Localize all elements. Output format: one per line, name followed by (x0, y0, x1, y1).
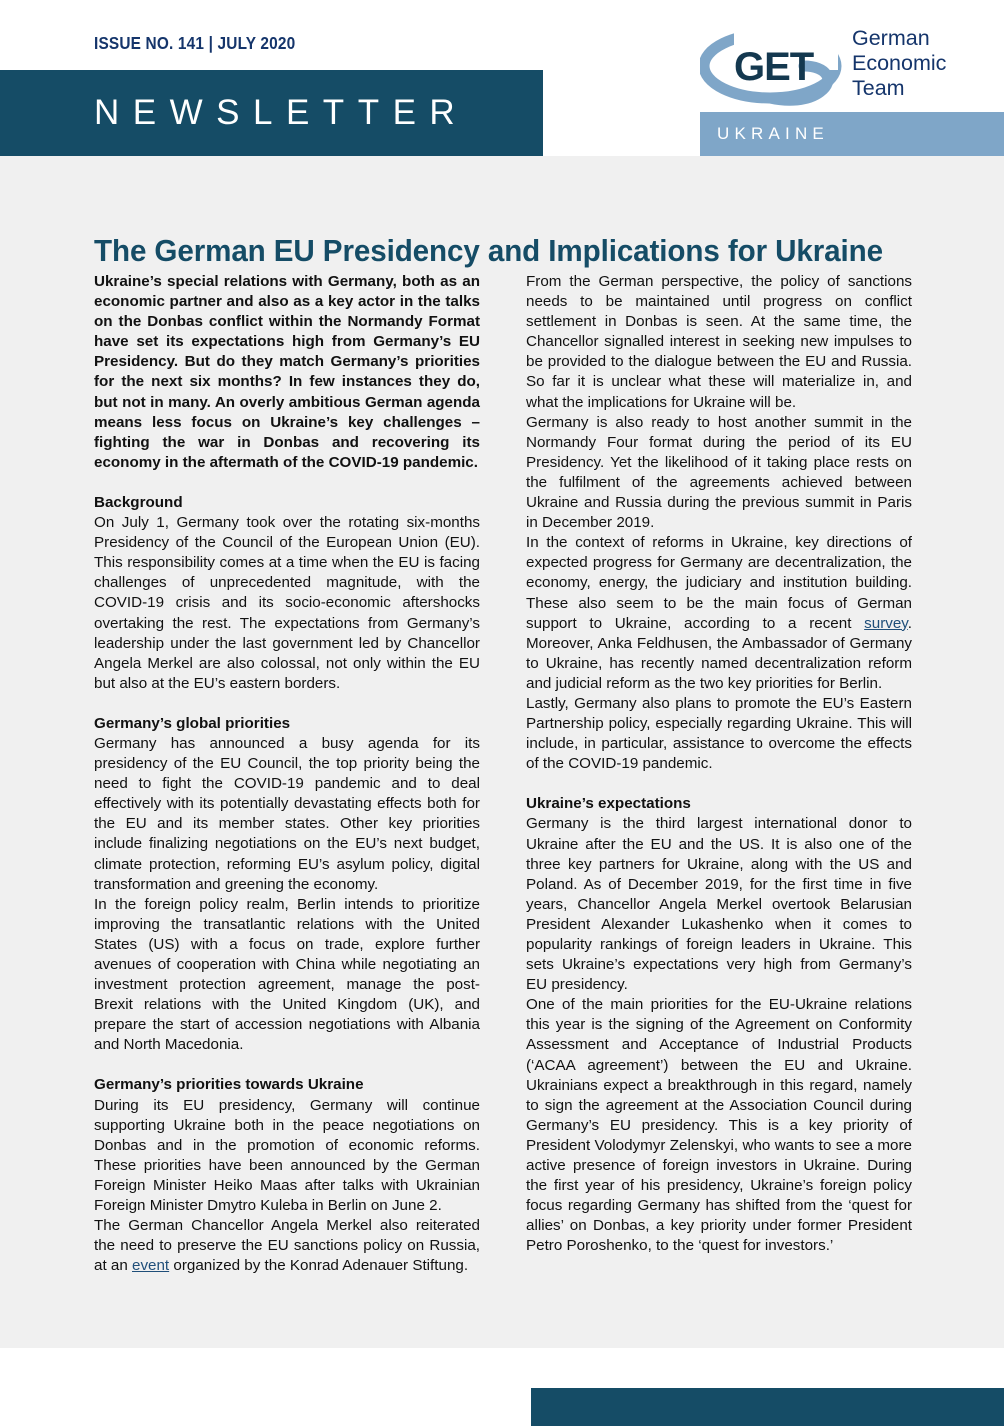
logo-line-1: German (852, 26, 930, 50)
paragraph-global-priorities-1: Germany has announced a busy agenda for its presidency of the EU Council, the top priority being the need to fight the COVID-19 pandemic and to deal effectively with its potentially devastating effects both for the EU and its member states. Other key priorities include finalizing negotiations on the EU’s next budget, climate protection, reforming EU’s asylum policy, digital transformation and greening the economy. (94, 734, 480, 893)
paragraph-sanctions-1: From the German perspective, the policy of sanctions needs to be maintained until progress on conflict settlement in Donbas is seen. At the same time, the Chancellor signalled interest in seeking new impulses to be provided to the dialogue between the EU and Russia. So far it is unclear what these will materialize in, and what the implications for Ukraine will be. (526, 273, 912, 411)
paragraph-text-after-survey-link: . Moreover, Anka Feldhusen, the Ambassador of Germany to Ukraine, has recently named decentralization reform and judicial reform as the two key priorities for Berlin. (526, 614, 912, 692)
heading-priorities-towards-ukraine: Germany’s priorities towards Ukraine (94, 1076, 364, 1094)
get-logo-mark-icon (700, 22, 848, 118)
paragraph-text-before-survey-link: In the context of reforms in Ukraine, key directions of expected progress for Germany are decentralization, the economy, energy, the judiciary and institution building. These also seem to be the main focus of German support to Ukraine, according to a recent (526, 534, 912, 632)
column-right (526, 272, 912, 1276)
page-footer (0, 1348, 1004, 1426)
page-header (0, 0, 1004, 156)
country-banner-label: UKRAINE (717, 124, 829, 143)
page-title: The German EU Presidency and Implications for Ukraine (94, 234, 883, 269)
spacer (94, 694, 480, 714)
article-columns (94, 272, 912, 1276)
paragraph-ukraine-expectations-2: One of the main priorities for the EU-Ukraine relations this year is the signing of the Agreement on Conformity Assessment and Acceptance of Industrial Products (‘ACAA agreement’) between the EU and Ukraine. Ukrainians expect a breakthrough in this regard, namely to sign the agreement at the Association Council during Germany’s EU presidency. This is a key priority of President Volodymyr Zelenskyi, who wants to see a more active presence of foreign investors in Ukraine. During the first year of his presidency, Ukraine’s foreign policy focus regarding Germany has shifted from the ‘quest for allies’ on Donbas, a key priority under former President Petro Poroshenko, to the ‘quest for investors.’ (526, 996, 912, 1255)
spacer (94, 473, 480, 493)
event-link[interactable]: event (132, 1257, 170, 1275)
paragraph-ukraine-expectations-1: Germany is the third largest international donor to Ukraine after the EU and the US. It is also one of the three key partners for Ukraine, along with the US and Poland. As of December 2019, for the first time in five years, Chancellor Angela Merkel overtook Belarusian President Alexander Lukashenko when it comes to popularity rankings of foreign leaders in Ukraine. This sets Ukraine’s expectations very high from Germany’s EU presidency. (526, 815, 912, 994)
column-left (94, 272, 480, 1276)
svg-text:GET: GET (734, 45, 814, 89)
heading-global-priorities: Germany’s global priorities (94, 714, 291, 732)
logo-line-2: Economic (852, 51, 947, 75)
issue-line: ISSUE NO. 141 | JULY 2020 (94, 33, 296, 53)
paragraph-reforms-1 (526, 533, 912, 694)
newsletter-title: NEWSLETTER (94, 93, 469, 132)
heading-ukraine-expectations: Ukraine’s expectations (526, 795, 691, 813)
heading-background: Background (94, 493, 183, 511)
article-sheet (0, 156, 1004, 1348)
get-logo (700, 22, 1004, 118)
paragraph-background-1: On July 1, Germany took over the rotating six-months Presidency of the Council of the European Union (EU). This responsibility comes at a time when the EU is facing challenges of unprecedented magnitude, with the COVID-19 crisis and its socio-economic aftershocks overtaking the rest. The expectations from Germany’s leadership under the last government led by Chancellor Angela Merkel are also colossal, not only within the EU but also at the EU’s eastern borders. (94, 514, 480, 692)
paragraph-reforms-2: Lastly, Germany also plans to promote the EU’s Eastern Partnership policy, especially regarding Ukraine. This will include, in particular, assistance to overcome the effects of the COVID-19 pandemic. (526, 694, 912, 773)
get-logo-wordmark (852, 26, 946, 101)
paragraph-priorities-towards-ukraine-2 (94, 1216, 480, 1276)
paragraph-text-after-event-link: organized by the Konrad Adenauer Stiftung. (169, 1257, 469, 1275)
country-banner (700, 112, 1004, 156)
spacer (94, 1055, 480, 1075)
paragraph-sanctions-2: Germany is also ready to host another summit in the Normandy Four format during the period of its EU Presidency. Yet the likelihood of it taking place rests on the fulfilment of the agreements achieved between Ukraine and Russia during the previous summit in Paris in December 2019. (526, 413, 912, 532)
footer-accent-bar (531, 1388, 1004, 1426)
survey-link[interactable]: survey (864, 614, 908, 632)
paragraph-text-before-event-link: The German Chancellor Angela Merkel also reiterated the need to preserve the EU sanctions policy on Russia, at an (94, 1217, 480, 1275)
logo-line-3: Team (852, 76, 905, 100)
paragraph-global-priorities-2: In the foreign policy realm, Berlin intends to prioritize improving the transatlantic relations with the United States (US) with a focus on trade, explore further avenues of cooperation with China while negotiating an investment protection agreement, manage the post-Brexit relations with the United Kingdom (UK), and prepare the start of accession negotiations with Albania and North Macedonia. (94, 895, 480, 1054)
spacer (526, 774, 912, 794)
paragraph-priorities-towards-ukraine-1: During its EU presidency, Germany will continue supporting Ukraine both in the peace negotiations on Donbas and in the promotion of economic reforms. These priorities have been announced by the German Foreign Minister Heiko Maas after talks with Ukrainian Foreign Minister Dmytro Kuleba in Berlin on June 2. (94, 1096, 480, 1215)
lead-paragraph: Ukraine’s special relations with Germany, both as an economic partner and also as a key actor in the talks on the Donbas conflict within the Normandy Format have set its expectations high from Germany’s EU Presidency. But do they match Germany’s priorities for the next six months? In few instances they do, but not in many. An overly ambitious German agenda means less focus on Ukraine’s key challenges – fighting the war in Donbas and recovering its economy in the aftermath of the COVID-19 pandemic. (94, 273, 480, 471)
